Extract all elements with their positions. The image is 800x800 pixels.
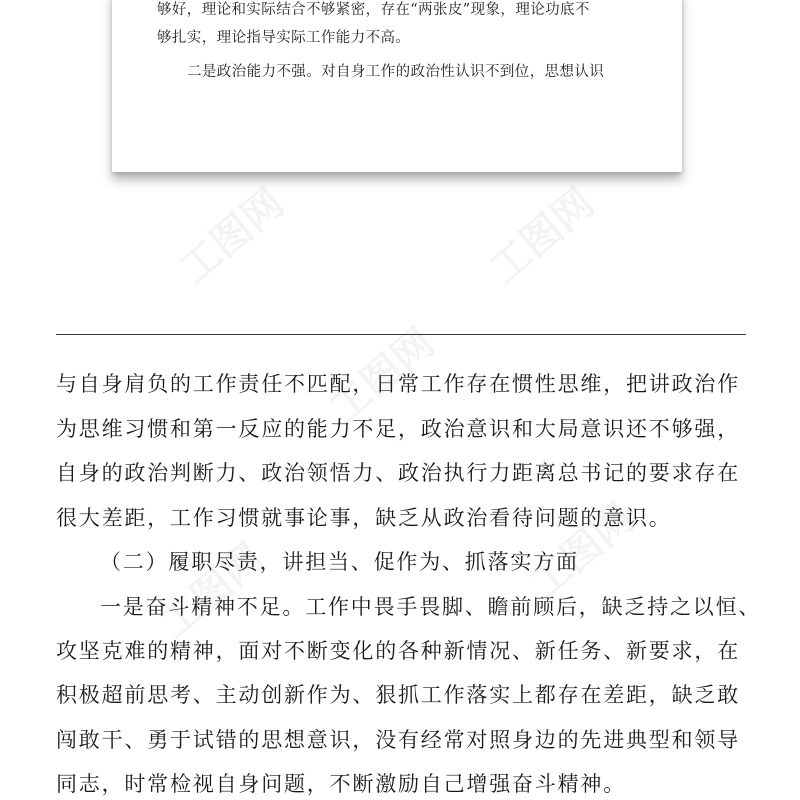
watermark: 工图网	[151, 534, 273, 648]
watermark: 工图网	[521, 494, 643, 608]
body-line: 一是奋斗精神不足。工作中畏手畏脚、瞻前顾后，缺乏持之以恒、	[100, 595, 762, 619]
preview-line: 够好，理论和实际结合不够紧密，存在“两张皮”现象，理论功底不	[157, 2, 590, 18]
watermark: 工图网	[171, 179, 293, 293]
body-line: 同志，时常检视自身问题，不断激励自己增强奋斗精神。	[56, 772, 626, 796]
body-line: 很大差距，工作习惯就事论事，缺乏从政治看待问题的意识。	[56, 506, 672, 530]
preview-line: 二是政治能力不强。对自身工作的政治性认识不到位，思想认识	[187, 64, 605, 80]
body-line: 积极超前思考、主动创新作为、狠抓工作落实上都存在差距，缺乏敢	[56, 683, 740, 707]
body-line: 攻坚克难的精神，面对不断变化的各种新情况、新任务、新要求，在	[56, 639, 740, 663]
body-line: 自身的政治判断力、政治领悟力、政治执行力距离总书记的要求存在	[56, 461, 740, 485]
document-preview-card	[112, 0, 682, 172]
body-line: 为思维习惯和第一反应的能力不足，政治意识和大局意识还不够强，	[56, 417, 740, 441]
section-divider	[56, 334, 746, 335]
watermark: 工图网	[321, 319, 443, 433]
section-heading: （二）履职尽责，讲担当、促作为、抓落实方面	[100, 550, 579, 574]
watermark: 工图网	[481, 179, 603, 293]
body-line: 与自身肩负的工作责任不匹配，日常工作存在惯性思维，把讲政治作	[56, 372, 740, 396]
preview-line: 够扎实，理论指导实际工作能力不高。	[157, 30, 411, 46]
body-line: 闯敢干、勇于试错的思想意识，没有经常对照身边的先进典型和领导	[56, 728, 740, 752]
